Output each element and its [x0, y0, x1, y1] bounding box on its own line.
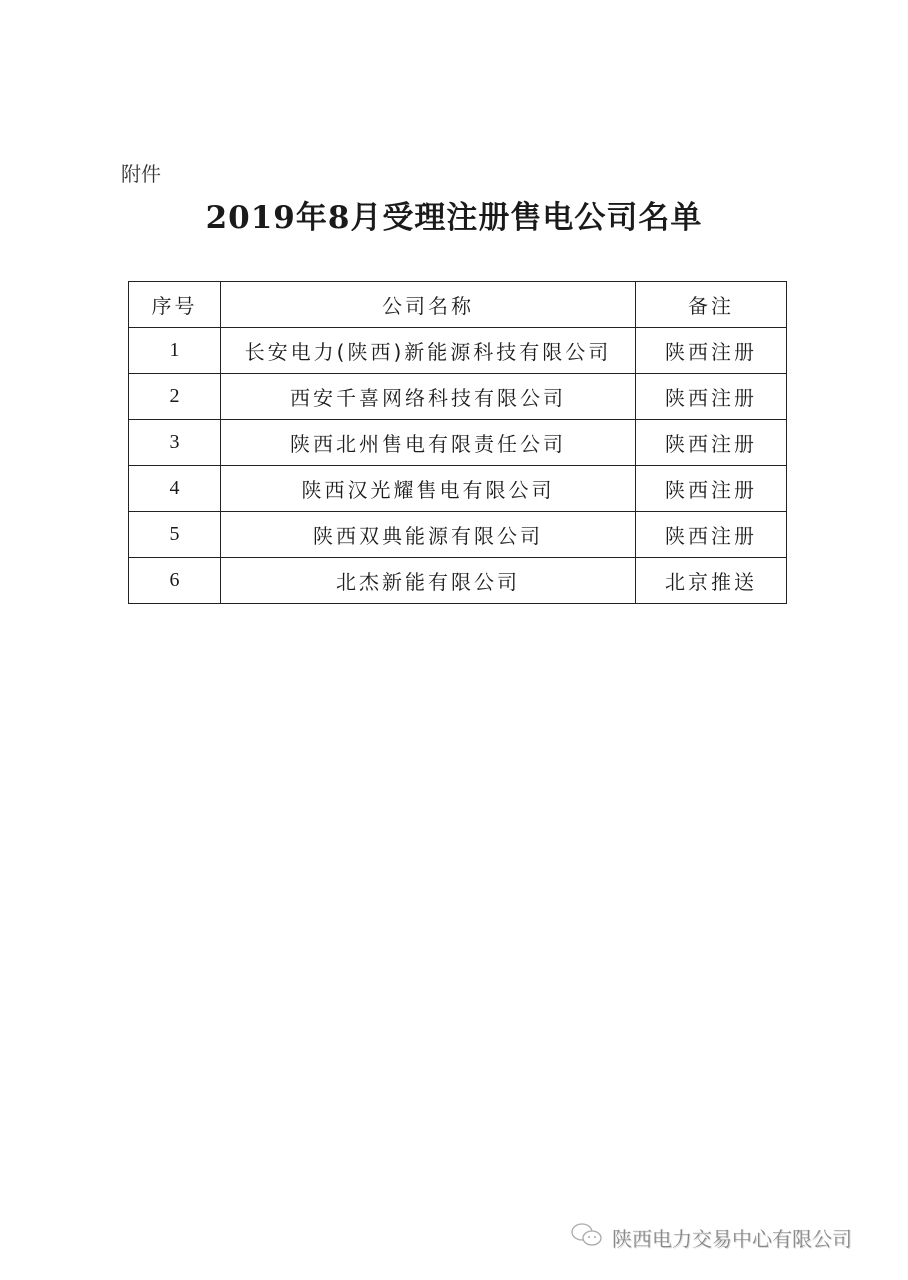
cell-company: 陕西汉光耀售电有限公司 [221, 466, 636, 512]
cell-remark: 陕西注册 [636, 374, 787, 420]
cell-index: 6 [129, 558, 221, 604]
table-row [129, 512, 787, 558]
document-title: 2019年8月受理注册售电公司名单 [205, 200, 703, 236]
table-row [129, 328, 787, 374]
attachment-label: 附件 [121, 162, 161, 186]
cell-index: 1 [129, 328, 221, 374]
cell-index: 5 [129, 512, 221, 558]
cell-remark: 陕西注册 [636, 466, 787, 512]
table-row [129, 466, 787, 512]
header-company-name: 公司名称 [221, 282, 636, 328]
table-row [129, 420, 787, 466]
table-row [129, 374, 787, 420]
cell-company: 陕西双典能源有限公司 [221, 512, 636, 558]
cell-company: 陕西北州售电有限责任公司 [221, 420, 636, 466]
cell-index: 2 [129, 374, 221, 420]
cell-remark: 陕西注册 [636, 328, 787, 374]
cell-company: 北杰新能有限公司 [221, 558, 636, 604]
cell-company: 西安千喜网络科技有限公司 [221, 374, 636, 420]
cell-remark: 陕西注册 [636, 512, 787, 558]
cell-remark: 北京推送 [636, 558, 787, 604]
table-header-row [129, 282, 787, 328]
watermark-text: 陕西电力交易中心有限公司 [612, 1227, 852, 1251]
cell-index: 3 [129, 420, 221, 466]
table-row [129, 558, 787, 604]
company-table [128, 281, 787, 604]
wechat-icon [570, 1222, 604, 1253]
cell-company: 长安电力(陕西)新能源科技有限公司 [221, 328, 636, 374]
header-index: 序号 [129, 282, 221, 328]
cell-remark: 陕西注册 [636, 420, 787, 466]
cell-index: 4 [129, 466, 221, 512]
watermark [570, 1222, 852, 1253]
header-remark: 备注 [636, 282, 787, 328]
